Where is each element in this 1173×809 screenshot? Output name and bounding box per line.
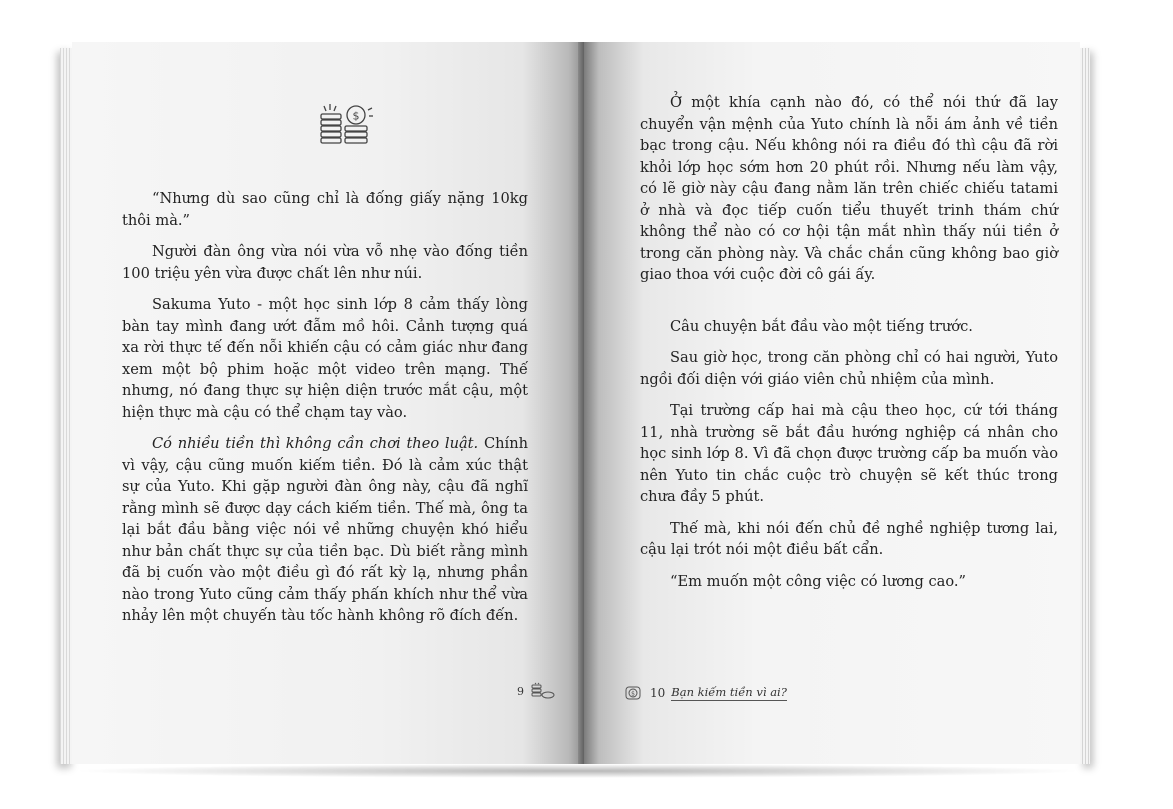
paragraph: Tại trường cấp hai mà cậu theo học, cứ tới tháng 11, nhà trường sẽ bắt đầu hướng nghiệp cá nhân cho học sinh lớp 8. Vì đã chọn được trường cấp ba muốn vào nên Yuto tin chắc cuộc trò chuyện sẽ kết thúc trong chưa đầy 5 phút. (640, 402, 1058, 505)
left-page-text (122, 188, 528, 637)
open-book (60, 42, 1090, 770)
page-number: 9 (517, 684, 524, 698)
right-page-text (640, 92, 1058, 602)
paragraph: Sau giờ học, trong căn phòng chỉ có hai người, Yuto ngồi đối diện với giáo viên chủ nhiệm của mình. (640, 349, 1058, 388)
paragraph: “Em muốn một công việc có lương cao.” (670, 572, 966, 590)
page-number: 10 (650, 686, 666, 700)
italic-phrase: Có nhiều tiền thì không cần chơi theo luật. (152, 435, 479, 452)
coin-stack-icon (315, 102, 375, 148)
paragraph (122, 433, 528, 627)
book-shadow (70, 764, 1085, 778)
paragraph: Sakuma Yuto - một học sinh lớp 8 cảm thấy lòng bàn tay mình đang ướt đẫm mồ hôi. Cảnh tượng quá xa rời thực tế đến nỗi khiến cậu có cảm giác như đang xem một bộ phim hoặc một video trên mạng. Thế nhưng, nó đang thực sự hiện diện trước mắt cậu, một hiện thực mà cậu có thể chạm tay vào. (122, 296, 528, 421)
book-title: Bạn kiếm tiền vì ai? (671, 685, 787, 699)
left-page (72, 42, 584, 764)
right-page (584, 42, 1080, 764)
paragraph: Thế mà, khi nói đến chủ đề nghề nghiệp tương lai, cậu lại trót nói một điều bất cẩn. (640, 519, 1058, 558)
coin-circle-icon (624, 684, 644, 702)
left-footer (517, 682, 556, 700)
page-edges-right (1080, 48, 1090, 764)
paragraph-rest: Chính vì vậy, cậu cũng muốn kiếm tiền. Đó là cảm xúc thật sự của Yuto. Khi gặp người đàn ông này, cậu đã nghĩ rằng mình sẽ được dạy cách kiếm tiền. Thế mà, ông ta lại bắt đầu bằng việc nói về những chuyện khó hiểu như bản chất thực sự của tiền bạc. Dù biết rằng mình đã bị cuốn vào một điều gì đó rất kỳ lạ, nhưng phần nào trong Yuto cũng cảm thấy phấn khích như thể vừa nhảy lên một chuyến tàu tốc hành không rõ đích đến. (122, 435, 529, 624)
right-footer (624, 684, 787, 702)
svg-text:$: $ (631, 690, 635, 698)
svg-text:$: $ (352, 109, 360, 123)
paragraph: Câu chuyện bắt đầu vào một tiếng trước. (670, 317, 973, 335)
paragraph: “Nhưng dù sao cũng chỉ là đống giấy nặng 10kg thôi mà.” (122, 190, 528, 229)
paragraph: Ở một khía cạnh nào đó, có thể nói thứ đã lay chuyển vận mệnh của Yuto chính là nỗi ám ảnh về tiền bạc trong cậu. Nếu không nói ra điều đó thì cậu đã rời khỏi lớp học sớm hơn 20 phút rồi. Nhưng nếu làm vậy, có lẽ giờ này cậu đang nằm lăn trên chiếc chiếu tatami ở nhà và đọc tiếp cuốn tiểu thuyết trinh thám chứ không thể nào có cơ hội tận mắt nhìn thấy núi tiền ở trong căn phòng này. Và chắc chắn cũng không bao giờ giao thoa với cuộc đời cô gái ấy. (640, 94, 1058, 283)
coin-stack-small-icon (530, 682, 556, 700)
paragraph: Người đàn ông vừa nói vừa vỗ nhẹ vào đống tiền 100 triệu yên vừa được chất lên như núi. (122, 243, 528, 282)
